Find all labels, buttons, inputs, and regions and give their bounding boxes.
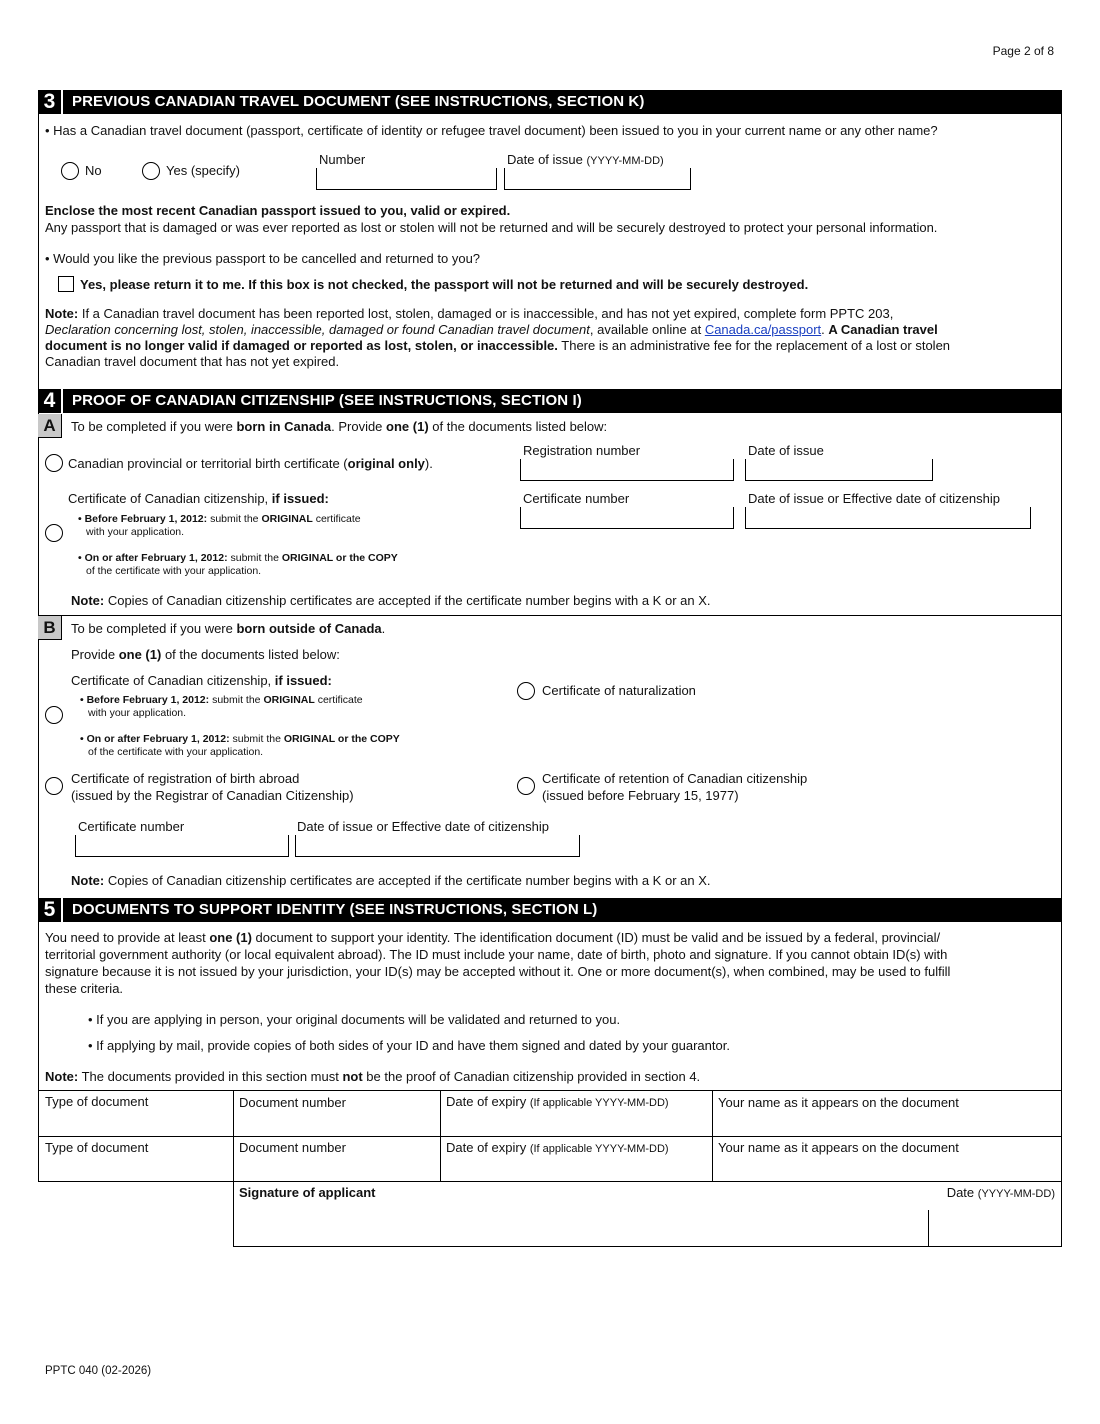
s4-divider [38, 615, 1062, 616]
id1-type-label[interactable]: Type of document [45, 1094, 149, 1109]
s4b-cit-cert-radio[interactable] [45, 706, 63, 724]
s4b-note: Note: Copies of Canadian citizenship certificates are accepted if the certificate number begins with a K or an X. [71, 873, 711, 888]
s3-return-checkbox[interactable] [58, 276, 74, 292]
s4a-birth-cert-radio[interactable] [45, 454, 63, 472]
sig-right-border [1061, 1182, 1062, 1247]
s4b-retention-label: Certificate of retention of Canadian citizenship (issued before February 15, 1977) [542, 771, 808, 803]
s4b-naturalization-label: Certificate of naturalization [542, 683, 696, 698]
section-4-title: PROOF OF CANADIAN CITIZENSHIP (SEE INSTRUCTIONS, SECTION I) [72, 392, 582, 409]
passport-link[interactable]: Canada.ca/passport [704, 322, 822, 337]
s5-table-top [38, 1090, 1062, 1091]
s4b-intro: To be completed if you were born outside of Canada. [71, 621, 386, 636]
sig-bottom-border [233, 1246, 1062, 1247]
section-3-number: 3 [38, 90, 63, 114]
s3-yes-radio[interactable] [142, 162, 160, 180]
s4a-cert-date-input[interactable] [745, 507, 1031, 529]
s4a-birth-cert-label: Canadian provincial or territorial birth certificate (original only). [68, 456, 433, 471]
section-4-number: 4 [38, 389, 63, 413]
section-5-header [38, 898, 1062, 922]
id1-name-label[interactable]: Your name as it appears on the document [718, 1095, 959, 1110]
s3-date-label: Date of issue (YYYY-MM-DD) [507, 152, 664, 167]
s3-no-label: No [85, 163, 102, 178]
s3-return-label: Yes, please return it to me. If this box is not checked, the passport will not be returned and will be securely destroyed. [80, 277, 809, 292]
id2-expiry-label[interactable]: Date of expiry (If applicable YYYY-MM-DD) [446, 1140, 669, 1155]
id2-type-label[interactable]: Type of document [45, 1140, 149, 1155]
id1-number-label[interactable]: Document number [239, 1095, 346, 1110]
s4b-provide: Provide one (1) of the documents listed below: [71, 647, 340, 662]
form-footer: PPTC 040 (02-2026) [45, 1365, 152, 1377]
sig-date-input[interactable] [930, 1210, 1060, 1246]
s4a-cert-number-input[interactable] [520, 507, 734, 529]
section-3-title: PREVIOUS CANADIAN TRAVEL DOCUMENT (SEE INSTRUCTIONS, SECTION K) [72, 93, 645, 110]
s3-no-radio[interactable] [61, 162, 79, 180]
s3-yes-label: Yes (specify) [166, 163, 240, 178]
s5-table-col1 [233, 1090, 234, 1247]
s4a-cit-cert-label: Certificate of Canadian citizenship, if issued: [68, 491, 329, 506]
s4b-reg-birth-label: Certificate of registration of birth abroad (issued by the Registrar of Canadian Citizenship) [71, 771, 354, 803]
s4b-cit-cert-label: Certificate of Canadian citizenship, if issued: [71, 673, 332, 688]
section-3-header [38, 90, 1062, 114]
s5-bullet-by-mail: • If applying by mail, provide copies of both sides of your ID and have them signed and dated by your guarantor. [88, 1038, 730, 1053]
id1-expiry-label[interactable]: Date of expiry (If applicable YYYY-MM-DD) [446, 1094, 669, 1109]
s4b-naturalization-radio[interactable] [517, 682, 535, 700]
s5-table-col3 [712, 1090, 713, 1182]
s4b-cert-number-label: Certificate number [78, 819, 185, 834]
s3-enclose-text: Any passport that is damaged or was ever reported as lost or stolen will not be returned and will be securely destroyed to protect your personal information. [45, 220, 938, 235]
s4a-cert-date-label: Date of issue or Effective date of citizenship [748, 491, 1000, 506]
s5-intro: You need to provide at least one (1) document to support your identity. The identification document (ID) must be valid and be issued by a federal, provincial/ territorial government authority (or local equivalent abroad). The ID must include your name, date of birth, photo and signature. If you cannot obtain ID(s) with signature because it is not issued by your jurisdiction, your ID(s) may be accepted without it. One or more document(s), when combined, may be used to fulfill these criteria. [45, 930, 951, 996]
s4a-date-issue-input[interactable] [745, 459, 933, 481]
s4a-reg-number-label: Registration number [523, 443, 641, 458]
s4a-note: Note: Copies of Canadian citizenship certificates are accepted if the certificate number begins with a K or an X. [71, 593, 711, 608]
s4b-letter: B [38, 616, 62, 640]
s3-note: Note: If a Canadian travel document has been reported lost, stolen, damaged or is inaccessible, and has not yet expired, complete form PPTC 203, Declaration concerning lost, stolen, inaccessible, damaged or found Canadian travel document, available online at Canada.ca/passport. A Canadian travel document is no longer valid if damaged or reported as lost, stolen, or inaccessible. There is an administrative fee for the replacement of a lost or stolen Canadian travel document that has not yet expired. [45, 306, 951, 369]
section-4-header [38, 389, 1062, 413]
s3-number-label: Number [319, 152, 366, 167]
s5-note: Note: The documents provided in this section must not be the proof of Canadian citizenship provided in section 4. [45, 1069, 701, 1084]
s4b-cit-cert-details: • Before February 1, 2012: submit the ORIGINAL certificate with your application. • On or after February 1, 2012: submit the ORIGINAL or the COPY of the certificate with your application. [80, 694, 400, 758]
s4a-date-issue-label: Date of issue [748, 443, 824, 458]
sig-date-divider [928, 1210, 929, 1247]
page-number: Page 2 of 8 [992, 44, 1054, 58]
s3-question-issued: • Has a Canadian travel document (passport, certificate of identity or refugee travel document) been issued to you in your current name or any other name? [45, 123, 938, 138]
s4b-cert-date-label: Date of issue or Effective date of citizenship [297, 819, 549, 834]
section-5-title: DOCUMENTS TO SUPPORT IDENTITY (SEE INSTRUCTIONS, SECTION L) [72, 901, 598, 918]
s5-table-mid [38, 1136, 1062, 1137]
sig-date-label: Date (YYYY-MM-DD) [946, 1185, 1055, 1200]
s4a-cit-cert-radio[interactable] [45, 524, 63, 542]
s4b-cert-date-input[interactable] [295, 835, 580, 857]
s4a-intro: To be completed if you were born in Canada. Provide one (1) of the documents listed below: [71, 419, 608, 434]
s4a-cert-number-label: Certificate number [523, 491, 630, 506]
signature-label: Signature of applicant [239, 1185, 376, 1200]
s5-table-col2 [440, 1090, 441, 1182]
signature-field[interactable] [240, 1205, 928, 1245]
s3-number-input[interactable] [316, 168, 497, 190]
s4b-cert-number-input[interactable] [75, 835, 289, 857]
section-5-number: 5 [38, 898, 63, 922]
id2-number-label[interactable]: Document number [239, 1140, 346, 1155]
s3-enclose-heading: Enclose the most recent Canadian passport issued to you, valid or expired. [45, 203, 511, 218]
s3-question-return: • Would you like the previous passport to be cancelled and returned to you? [45, 251, 481, 266]
s4a-cit-cert-details: • Before February 1, 2012: submit the ORIGINAL certificate with your application. • On or after February 1, 2012: submit the ORIGINAL or the COPY of the certificate with your application. [78, 513, 398, 577]
id2-name-label[interactable]: Your name as it appears on the document [718, 1140, 959, 1155]
s3-date-input[interactable] [504, 168, 691, 190]
s4a-letter: A [38, 414, 62, 438]
s4a-reg-number-input[interactable] [520, 459, 734, 481]
s4b-retention-radio[interactable] [517, 777, 535, 795]
s4b-reg-birth-radio[interactable] [45, 777, 63, 795]
s5-bullet-in-person: • If you are applying in person, your original documents will be validated and returned to you. [88, 1012, 621, 1027]
